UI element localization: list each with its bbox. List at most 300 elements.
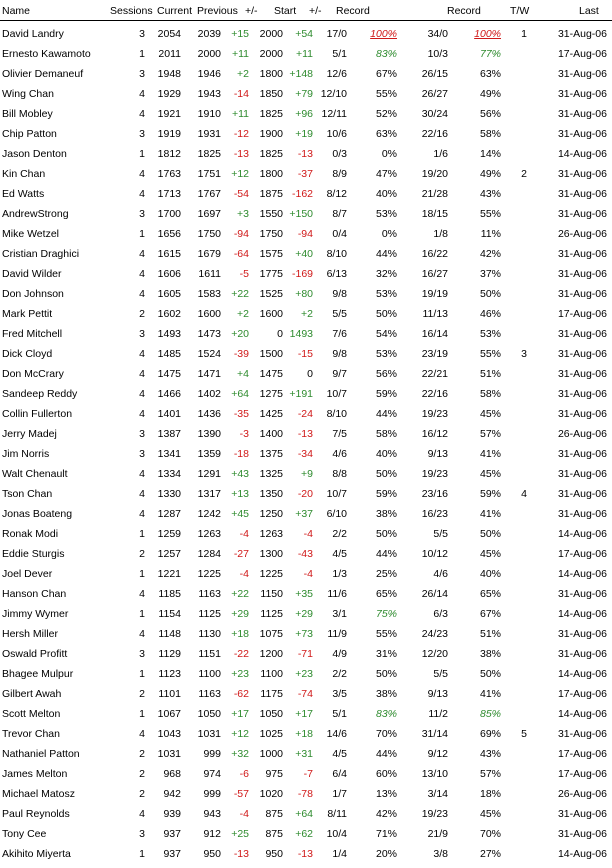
cell-start: 1600	[259, 308, 283, 320]
cell-rec2: 26/14	[421, 588, 448, 600]
cell-d1: +13	[231, 488, 249, 500]
cell-d1: +18	[231, 628, 249, 640]
cell-current: 1485	[157, 348, 181, 360]
table-row	[0, 344, 612, 364]
cell-d2: +150	[289, 208, 313, 220]
cell-last: 17-Aug-06	[557, 308, 607, 320]
cell-previous: 1825	[197, 148, 221, 160]
table-row	[0, 124, 612, 144]
cell-start: 1350	[259, 488, 283, 500]
cell-current: 1185	[158, 588, 181, 600]
cell-sessions: 4	[139, 248, 145, 260]
cell-last: 31-Aug-06	[557, 468, 607, 480]
cell-d1: +2	[237, 68, 249, 80]
cell-pct: 55%	[375, 88, 397, 100]
cell-rec2: 10/12	[421, 548, 448, 560]
cell-rec: 4/5	[332, 748, 347, 760]
cell-start: 1300	[259, 548, 283, 560]
cell-start: 1475	[259, 368, 283, 380]
cell-rec2: 11/13	[422, 308, 448, 320]
cell-name: David Landry	[2, 28, 64, 40]
cell-pct: 60%	[375, 768, 397, 780]
cell-current: 968	[163, 768, 181, 780]
table-row	[0, 184, 612, 204]
cell-d2: -13	[297, 148, 313, 160]
cell-last: 14-Aug-06	[557, 148, 607, 160]
cell-current: 2054	[157, 28, 181, 40]
cell-name: Michael Matosz	[2, 788, 75, 800]
cell-start: 0	[277, 328, 283, 340]
cell-d1: +4	[237, 368, 249, 380]
header-record1: Record	[336, 5, 370, 17]
cell-pct: 25%	[375, 568, 397, 580]
table-row	[0, 624, 612, 644]
table-row	[0, 584, 612, 604]
cell-rec: 10/7	[326, 488, 347, 500]
cell-previous: 1946	[197, 68, 221, 80]
cell-name: Don McCrary	[2, 368, 64, 380]
cell-rec: 0/4	[332, 228, 347, 240]
cell-d1: +29	[231, 608, 249, 620]
cell-pct: 58%	[375, 428, 397, 440]
cell-pct2: 41%	[479, 688, 501, 700]
cell-pct: 0%	[381, 228, 397, 240]
cell-pct2: 50%	[479, 528, 501, 540]
cell-d2: +9	[301, 468, 313, 480]
cell-name: Sandeep Reddy	[2, 388, 78, 400]
cell-start: 1575	[259, 248, 283, 260]
cell-d2: -71	[297, 648, 313, 660]
cell-last: 17-Aug-06	[557, 688, 607, 700]
cell-last: 14-Aug-06	[557, 608, 607, 620]
cell-current: 1341	[157, 448, 181, 460]
table-row	[0, 224, 612, 244]
cell-name: Tson Chan	[2, 488, 53, 500]
cell-current: 1606	[157, 268, 181, 280]
cell-last: 31-Aug-06	[557, 348, 607, 360]
cell-d1: -64	[233, 248, 249, 260]
cell-rec: 11/9	[327, 628, 347, 640]
cell-start: 1775	[259, 268, 283, 280]
cell-rec2: 5/5	[433, 528, 448, 540]
cell-start: 1000	[259, 748, 283, 760]
cell-rec2: 3/8	[433, 848, 448, 860]
cell-rec: 9/8	[332, 348, 347, 360]
cell-previous: 1050	[197, 708, 221, 720]
table-row	[0, 104, 612, 124]
cell-name: Scott Melton	[2, 708, 61, 720]
header-previous: Previous	[197, 5, 238, 17]
cell-last: 26-Aug-06	[557, 228, 607, 240]
cell-previous: 1697	[197, 208, 221, 220]
cell-pct2: 41%	[479, 508, 501, 520]
cell-d1: +45	[231, 508, 249, 520]
cell-d1: -12	[233, 128, 249, 140]
cell-previous: 950	[203, 848, 221, 860]
cell-pct: 56%	[375, 368, 397, 380]
cell-last: 31-Aug-06	[557, 828, 607, 840]
cell-name: Don Johnson	[2, 288, 64, 300]
cell-d1: +22	[231, 588, 249, 600]
cell-current: 1259	[157, 528, 181, 540]
cell-current: 1919	[157, 128, 181, 140]
cell-d2: -15	[297, 348, 313, 360]
cell-current: 1700	[157, 208, 181, 220]
cell-name: James Melton	[2, 768, 68, 780]
cell-rec2: 9/13	[427, 688, 448, 700]
cell-start: 1825	[259, 148, 283, 160]
table-row	[0, 644, 612, 664]
cell-d2: +54	[295, 28, 313, 40]
cell-name: Collin Fullerton	[2, 408, 73, 420]
cell-pct: 53%	[375, 288, 397, 300]
cell-d1: -4	[239, 808, 249, 820]
cell-previous: 1679	[197, 248, 221, 260]
cell-sessions: 3	[139, 208, 145, 220]
cell-name: Olivier Demaneuf	[2, 68, 84, 80]
cell-pct: 75%	[375, 608, 397, 620]
cell-previous: 1100	[198, 668, 221, 680]
cell-last: 31-Aug-06	[557, 588, 607, 600]
cell-pct: 50%	[375, 528, 397, 540]
cell-previous: 1751	[197, 168, 221, 180]
cell-pct: 59%	[375, 388, 397, 400]
cell-rec: 12/6	[326, 68, 347, 80]
cell-pct: 55%	[375, 628, 397, 640]
cell-start: 1125	[260, 608, 283, 620]
cell-pct: 50%	[375, 308, 397, 320]
cell-d2: +19	[295, 128, 313, 140]
table-row	[0, 504, 612, 524]
cell-d2: +80	[295, 288, 313, 300]
cell-sessions: 3	[139, 648, 145, 660]
cell-rec: 6/13	[326, 268, 347, 280]
cell-name: Ernesto Kawamoto	[2, 48, 91, 60]
cell-start: 1800	[259, 168, 283, 180]
cell-d1: +15	[231, 28, 249, 40]
cell-rec: 1/4	[332, 848, 347, 860]
table-row	[0, 324, 612, 344]
cell-start: 1825	[259, 108, 283, 120]
cell-last: 31-Aug-06	[557, 28, 607, 40]
cell-sessions: 4	[139, 588, 145, 600]
cell-d1: +25	[231, 828, 249, 840]
cell-start: 1325	[259, 468, 283, 480]
cell-sessions: 4	[139, 488, 145, 500]
cell-d2: +18	[295, 728, 313, 740]
cell-rec2: 19/23	[421, 408, 448, 420]
cell-start: 1375	[259, 448, 283, 460]
cell-d2: +37	[295, 508, 313, 520]
cell-name: Trevor Chan	[2, 728, 60, 740]
cell-d2: +35	[295, 588, 313, 600]
cell-last: 17-Aug-06	[557, 748, 607, 760]
header-start: Start	[274, 5, 297, 17]
cell-d2: -24	[297, 408, 313, 420]
cell-last: 14-Aug-06	[557, 668, 607, 680]
cell-pct: 40%	[375, 188, 397, 200]
cell-rec2: 11/2	[428, 708, 448, 720]
cell-last: 31-Aug-06	[557, 368, 607, 380]
cell-pct: 70%	[375, 728, 397, 740]
cell-last: 31-Aug-06	[557, 248, 607, 260]
cell-d1: +64	[231, 388, 249, 400]
cell-name: Bill Mobley	[2, 108, 53, 120]
cell-pct2: 50%	[479, 668, 501, 680]
cell-name: Walt Chenault	[2, 468, 68, 480]
cell-rec: 1/7	[332, 788, 347, 800]
cell-sessions: 3	[139, 428, 145, 440]
table-row	[0, 424, 612, 444]
cell-previous: 999	[203, 748, 221, 760]
cell-current: 1948	[157, 68, 181, 80]
cell-sessions: 1	[139, 608, 145, 620]
cell-rec2: 23/16	[421, 488, 448, 500]
cell-previous: 1750	[197, 228, 221, 240]
cell-previous: 1943	[197, 88, 221, 100]
cell-d2: -13	[297, 848, 313, 860]
cell-start: 1225	[259, 568, 283, 580]
cell-pct2: 14%	[479, 148, 501, 160]
cell-start: 1020	[259, 788, 283, 800]
cell-current: 1763	[157, 168, 181, 180]
cell-d1: +23	[231, 668, 249, 680]
cell-previous: 1284	[197, 548, 221, 560]
cell-pct2: 53%	[479, 328, 501, 340]
cell-rec2: 6/3	[433, 608, 448, 620]
cell-pct: 13%	[375, 788, 397, 800]
table-row	[0, 284, 612, 304]
cell-pct2: 42%	[479, 248, 501, 260]
cell-previous: 1931	[197, 128, 221, 140]
cell-last: 31-Aug-06	[557, 808, 607, 820]
cell-name: Wing Chan	[2, 88, 54, 100]
cell-current: 1713	[157, 188, 181, 200]
cell-d1: +32	[231, 748, 249, 760]
cell-rec: 9/8	[332, 288, 347, 300]
cell-rec2: 31/14	[421, 728, 448, 740]
cell-rec2: 34/0	[427, 28, 448, 40]
cell-start: 1500	[259, 348, 283, 360]
cell-rec2: 21/28	[421, 188, 448, 200]
cell-tw: 1	[521, 28, 527, 40]
table-row	[0, 844, 612, 864]
cell-last: 31-Aug-06	[557, 268, 607, 280]
cell-last: 14-Aug-06	[557, 848, 607, 860]
cell-rec: 2/2	[332, 668, 347, 680]
cell-rec2: 9/13	[427, 448, 448, 460]
cell-current: 1475	[157, 368, 181, 380]
cell-previous: 1473	[197, 328, 221, 340]
cell-start: 1175	[260, 688, 283, 700]
cell-sessions: 3	[139, 128, 145, 140]
cell-current: 1921	[157, 108, 181, 120]
cell-previous: 912	[203, 828, 221, 840]
cell-pct2: 65%	[479, 588, 501, 600]
table-row	[0, 84, 612, 104]
cell-current: 1466	[157, 388, 181, 400]
cell-name: Jim Norris	[2, 448, 50, 460]
cell-last: 17-Aug-06	[557, 768, 607, 780]
cell-last: 31-Aug-06	[557, 488, 607, 500]
cell-previous: 1151	[198, 648, 221, 660]
cell-d1: -54	[233, 188, 249, 200]
cell-start: 1425	[259, 408, 283, 420]
cell-rec: 7/5	[332, 428, 347, 440]
cell-sessions: 3	[139, 328, 145, 340]
cell-start: 1200	[259, 648, 283, 660]
table-row	[0, 204, 612, 224]
cell-pct2: 55%	[479, 348, 501, 360]
cell-pct2: 38%	[479, 648, 501, 660]
cell-pct: 44%	[375, 548, 397, 560]
cell-rec2: 1/8	[433, 228, 448, 240]
table-row	[0, 404, 612, 424]
cell-d2: +148	[289, 68, 313, 80]
cell-d1: -62	[233, 688, 249, 700]
cell-pct2: 11%	[480, 228, 501, 240]
cell-pct: 31%	[375, 648, 397, 660]
cell-d1: -4	[239, 528, 249, 540]
cell-pct: 52%	[375, 108, 397, 120]
cell-d1: +12	[231, 728, 249, 740]
cell-pct2: 58%	[479, 388, 501, 400]
cell-previous: 943	[203, 808, 221, 820]
cell-previous: 1125	[198, 608, 221, 620]
cell-pct: 50%	[375, 468, 397, 480]
cell-last: 17-Aug-06	[557, 548, 607, 560]
cell-d2: +96	[295, 108, 313, 120]
cell-current: 1812	[157, 148, 181, 160]
cell-last: 26-Aug-06	[557, 428, 607, 440]
cell-current: 2011	[158, 48, 181, 60]
cell-current: 1330	[157, 488, 181, 500]
cell-pct2: 41%	[479, 448, 501, 460]
cell-pct: 38%	[375, 508, 397, 520]
cell-d1: -18	[233, 448, 249, 460]
cell-pct2: 45%	[479, 468, 501, 480]
cell-rec: 3/1	[332, 608, 347, 620]
cell-rec: 5/1	[332, 48, 347, 60]
cell-pct: 59%	[375, 488, 397, 500]
cell-start: 1400	[259, 428, 283, 440]
cell-d1: +20	[231, 328, 249, 340]
cell-current: 1605	[157, 288, 181, 300]
cell-current: 937	[163, 848, 181, 860]
table-row	[0, 524, 612, 544]
cell-last: 31-Aug-06	[557, 648, 607, 660]
cell-d2: 1493	[289, 328, 313, 340]
cell-pct2: 55%	[479, 208, 501, 220]
cell-sessions: 2	[139, 548, 145, 560]
cell-rec: 8/10	[326, 248, 347, 260]
cell-pct2: 77%	[479, 48, 501, 60]
cell-name: Gilbert Awah	[2, 688, 62, 700]
header-row	[0, 0, 612, 22]
cell-rec: 8/12	[326, 188, 347, 200]
cell-pct2: 45%	[479, 548, 501, 560]
cell-d1: -13	[233, 848, 249, 860]
cell-sessions: 4	[139, 388, 145, 400]
cell-pct: 65%	[375, 588, 397, 600]
cell-start: 1100	[260, 668, 283, 680]
cell-sessions: 4	[139, 168, 145, 180]
cell-name: Dick Cloyd	[2, 348, 53, 360]
cell-rec: 6/4	[332, 768, 347, 780]
cell-sessions: 1	[139, 848, 145, 860]
cell-sessions: 1	[139, 528, 145, 540]
cell-rec2: 18/15	[421, 208, 448, 220]
cell-d1: -3	[239, 428, 249, 440]
cell-name: Chip Patton	[2, 128, 57, 140]
cell-previous: 1583	[197, 288, 221, 300]
cell-previous: 1225	[197, 568, 221, 580]
cell-pct2: 58%	[479, 128, 501, 140]
cell-pct2: 49%	[479, 168, 501, 180]
cell-current: 1221	[157, 568, 181, 580]
cell-d1: -4	[239, 568, 249, 580]
cell-d2: -37	[297, 168, 313, 180]
table-row	[0, 444, 612, 464]
cell-start: 2000	[259, 28, 283, 40]
cell-last: 14-Aug-06	[557, 528, 607, 540]
cell-current: 1101	[158, 688, 181, 700]
cell-pct2: 43%	[479, 748, 501, 760]
cell-rec2: 19/23	[421, 468, 448, 480]
cell-name: Oswald Profitt	[2, 648, 68, 660]
cell-pct: 32%	[375, 268, 397, 280]
cell-rec2: 22/16	[421, 388, 448, 400]
cell-rec2: 10/3	[427, 48, 448, 60]
cell-rec2: 30/24	[421, 108, 448, 120]
cell-d1: -39	[233, 348, 249, 360]
cell-pct: 100%	[370, 28, 397, 40]
cell-rec2: 22/16	[421, 128, 448, 140]
cell-start: 1250	[259, 508, 283, 520]
cell-sessions: 4	[139, 408, 145, 420]
cell-pct: 47%	[375, 168, 397, 180]
cell-d2: +40	[295, 248, 313, 260]
cell-name: Nathaniel Patton	[2, 748, 80, 760]
cell-pct2: 51%	[479, 368, 501, 380]
table-row	[0, 764, 612, 784]
cell-name: Ronak Modi	[2, 528, 59, 540]
cell-start: 1550	[259, 208, 283, 220]
cell-previous: 1130	[198, 628, 221, 640]
cell-current: 942	[163, 788, 181, 800]
cell-last: 14-Aug-06	[557, 708, 607, 720]
cell-rec2: 22/21	[421, 368, 448, 380]
header-divider	[0, 20, 612, 21]
cell-rec2: 26/15	[421, 68, 448, 80]
cell-current: 1334	[157, 468, 181, 480]
cell-previous: 1611	[198, 268, 221, 280]
cell-rec: 1/3	[332, 568, 347, 580]
cell-start: 1275	[259, 388, 283, 400]
cell-previous: 1390	[197, 428, 221, 440]
cell-rec2: 16/27	[421, 268, 448, 280]
cell-d1: +11	[231, 108, 249, 120]
cell-rec: 10/6	[326, 128, 347, 140]
cell-start: 1075	[259, 628, 283, 640]
cell-name: Jerry Madej	[2, 428, 57, 440]
cell-current: 1493	[157, 328, 181, 340]
cell-start: 1525	[259, 288, 283, 300]
cell-last: 31-Aug-06	[557, 188, 607, 200]
table-row	[0, 384, 612, 404]
cell-pct: 44%	[375, 248, 397, 260]
cell-d2: +31	[295, 748, 313, 760]
